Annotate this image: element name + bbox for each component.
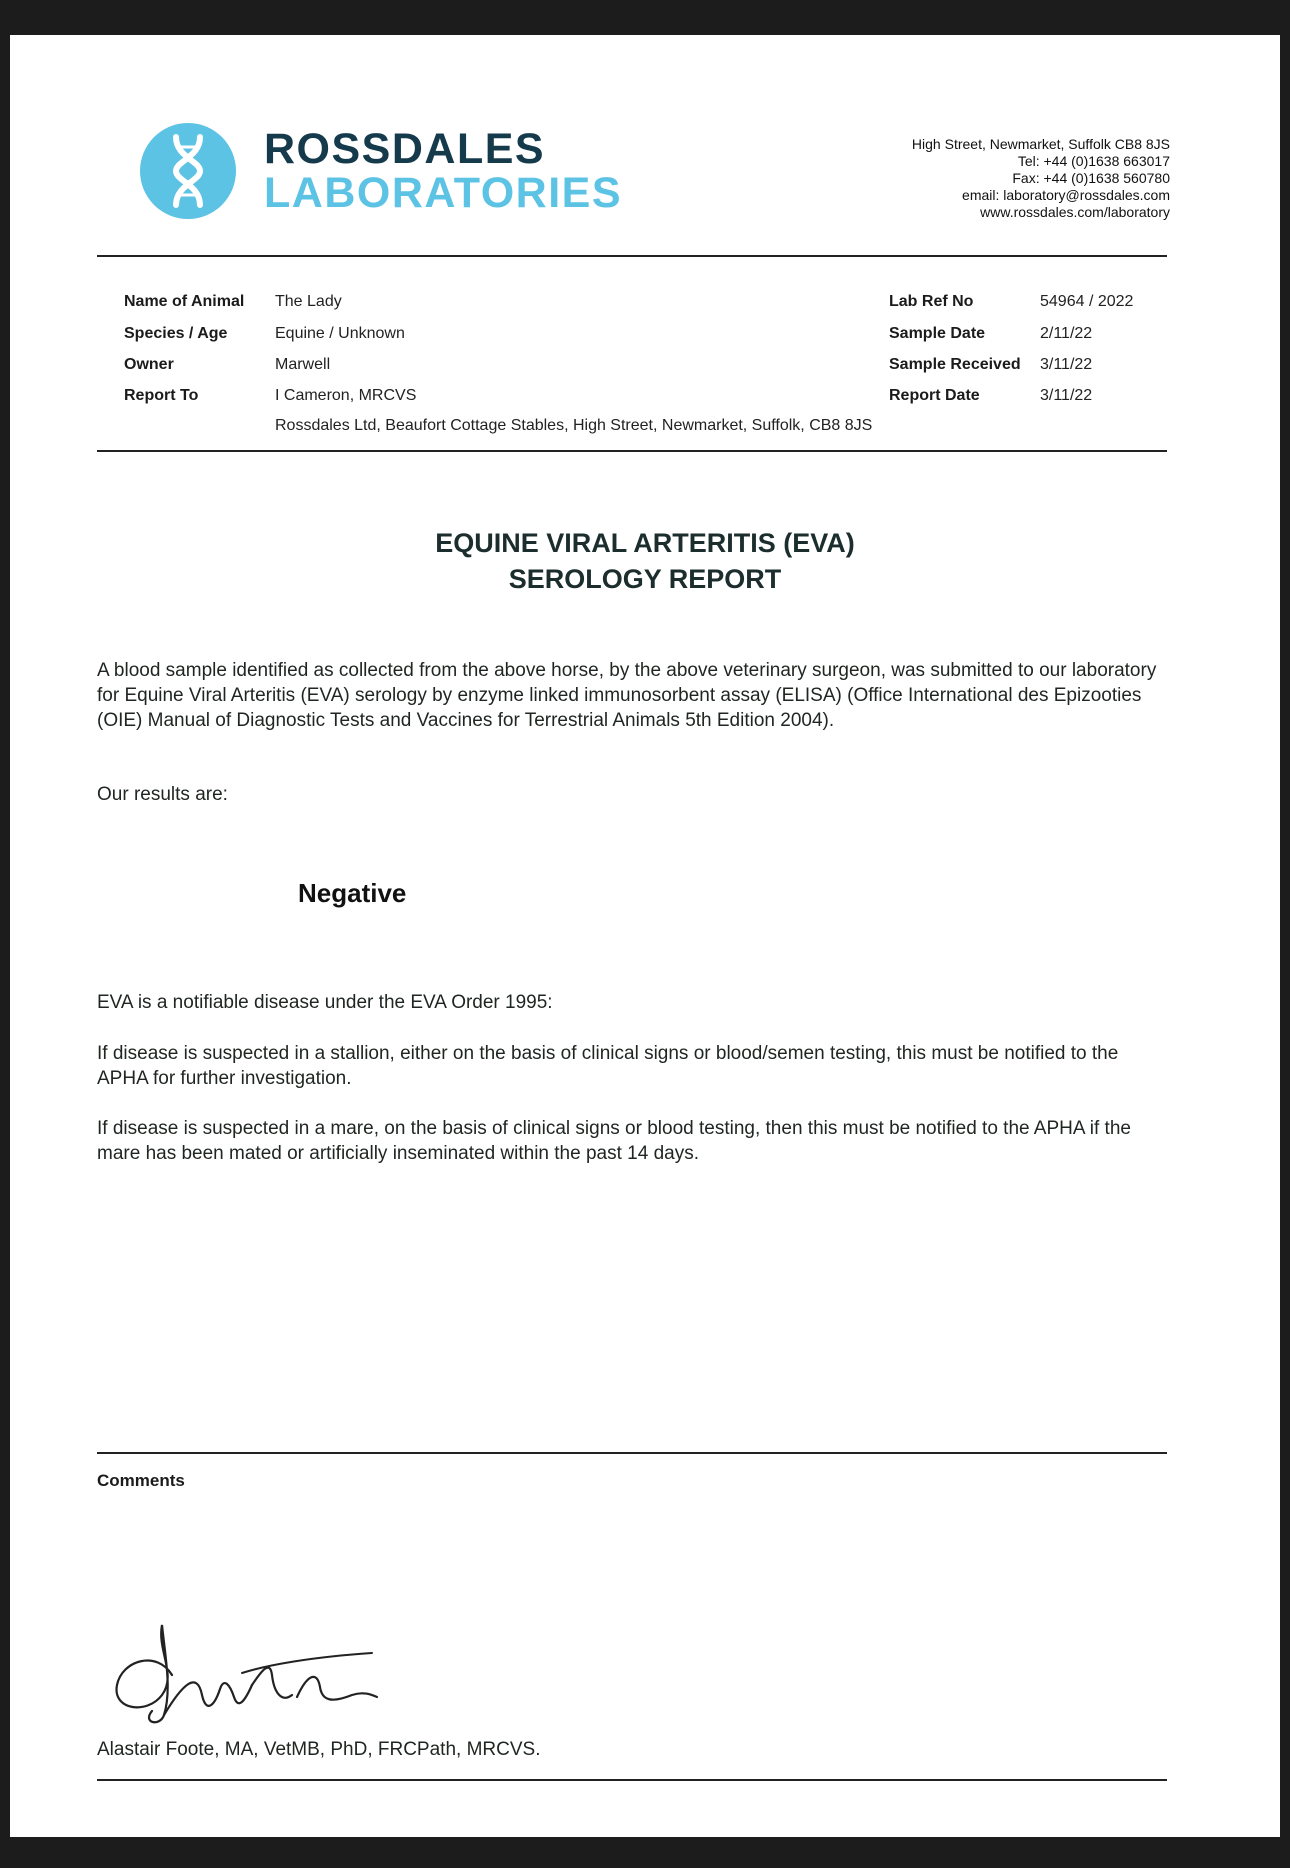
- stallion-note: If disease is suspected in a stallion, either on the basis of clinical signs or blood/semen testing, this must be notified to the APHA for further investigation.: [97, 1043, 1119, 1089]
- sample-received-value: 3/11/22: [1040, 356, 1093, 373]
- owner-label: Owner: [124, 356, 174, 373]
- divider: [97, 1452, 1167, 1454]
- owner-value: Marwell: [275, 356, 331, 373]
- sample-received-label: Sample Received: [889, 356, 1021, 373]
- sample-date-label: Sample Date: [889, 325, 986, 342]
- dna-helix-icon: [140, 123, 236, 219]
- comments-label: Comments: [97, 1471, 185, 1490]
- phone-line: Tel: +44 (0)1638 663017: [1017, 153, 1170, 169]
- logo-text-rossdales: ROSSDALES: [264, 125, 546, 173]
- logo-text-laboratories: LABORATORIES: [264, 169, 623, 217]
- intro-paragraph: A blood sample identified as collected from the above horse, by the above veterinary surgeon, was submitted to our laboratory for Equine Viral Arteritis (EVA) serology by enzyme linked immunosorbent assay (ELISA) (Office International des Epizooties (OIE) Manual of Diagnostic Tests and Vaccines for Terrestrial Animals 5th Edition 2004).: [97, 660, 1157, 731]
- animal-label: Name of Animal: [124, 293, 245, 310]
- report-to-label: Report To: [124, 387, 199, 404]
- sample-date-value: 2/11/22: [1040, 325, 1093, 342]
- report-date-value: 3/11/22: [1040, 387, 1093, 404]
- report-to-value: I Cameron, MRCVS: [275, 387, 417, 404]
- divider: [97, 450, 1167, 452]
- report-to-address: Rossdales Ltd, Beaufort Cottage Stables, High Street, Newmarket, Suffolk, CB8 8JS: [275, 417, 873, 434]
- animal-value: The Lady: [275, 293, 342, 310]
- address-line: High Street, Newmarket, Suffolk CB8 8JS: [911, 136, 1170, 152]
- notifiable-statement: EVA is a notifiable disease under the EVA Order 1995:: [97, 992, 553, 1013]
- report-title-line1: EQUINE VIRAL ARTERITIS (EVA): [435, 528, 855, 558]
- signer-name: Alastair Foote, MA, VetMB, PhD, FRCPath, MRCVS.: [97, 1739, 541, 1760]
- species-value: Equine / Unknown: [275, 325, 405, 342]
- handwritten-signature: [102, 1615, 382, 1735]
- fax-line: Fax: +44 (0)1638 560780: [1012, 170, 1170, 186]
- results-intro: Our results are:: [97, 784, 228, 805]
- website-line: www.rossdales.com/laboratory: [980, 204, 1170, 220]
- test-result: Negative: [298, 878, 407, 908]
- lab-address: [912, 136, 1170, 221]
- report-date-label: Report Date: [889, 387, 980, 404]
- lab-ref-label: Lab Ref No: [889, 293, 974, 310]
- email-line: email: laboratory@rossdales.com: [962, 187, 1170, 203]
- mare-note: If disease is suspected in a mare, on the basis of clinical signs or blood testing, then this must be notified to the APHA if the mare has been mated or artificially inseminated within the past 14 days.: [97, 1118, 1131, 1164]
- species-label: Species / Age: [124, 325, 228, 342]
- divider: [97, 1779, 1167, 1781]
- lab-ref-value: 54964 / 2022: [1040, 293, 1134, 310]
- report-page: [10, 35, 1280, 1837]
- divider: [97, 255, 1167, 257]
- report-title-line2: SEROLOGY REPORT: [508, 564, 782, 594]
